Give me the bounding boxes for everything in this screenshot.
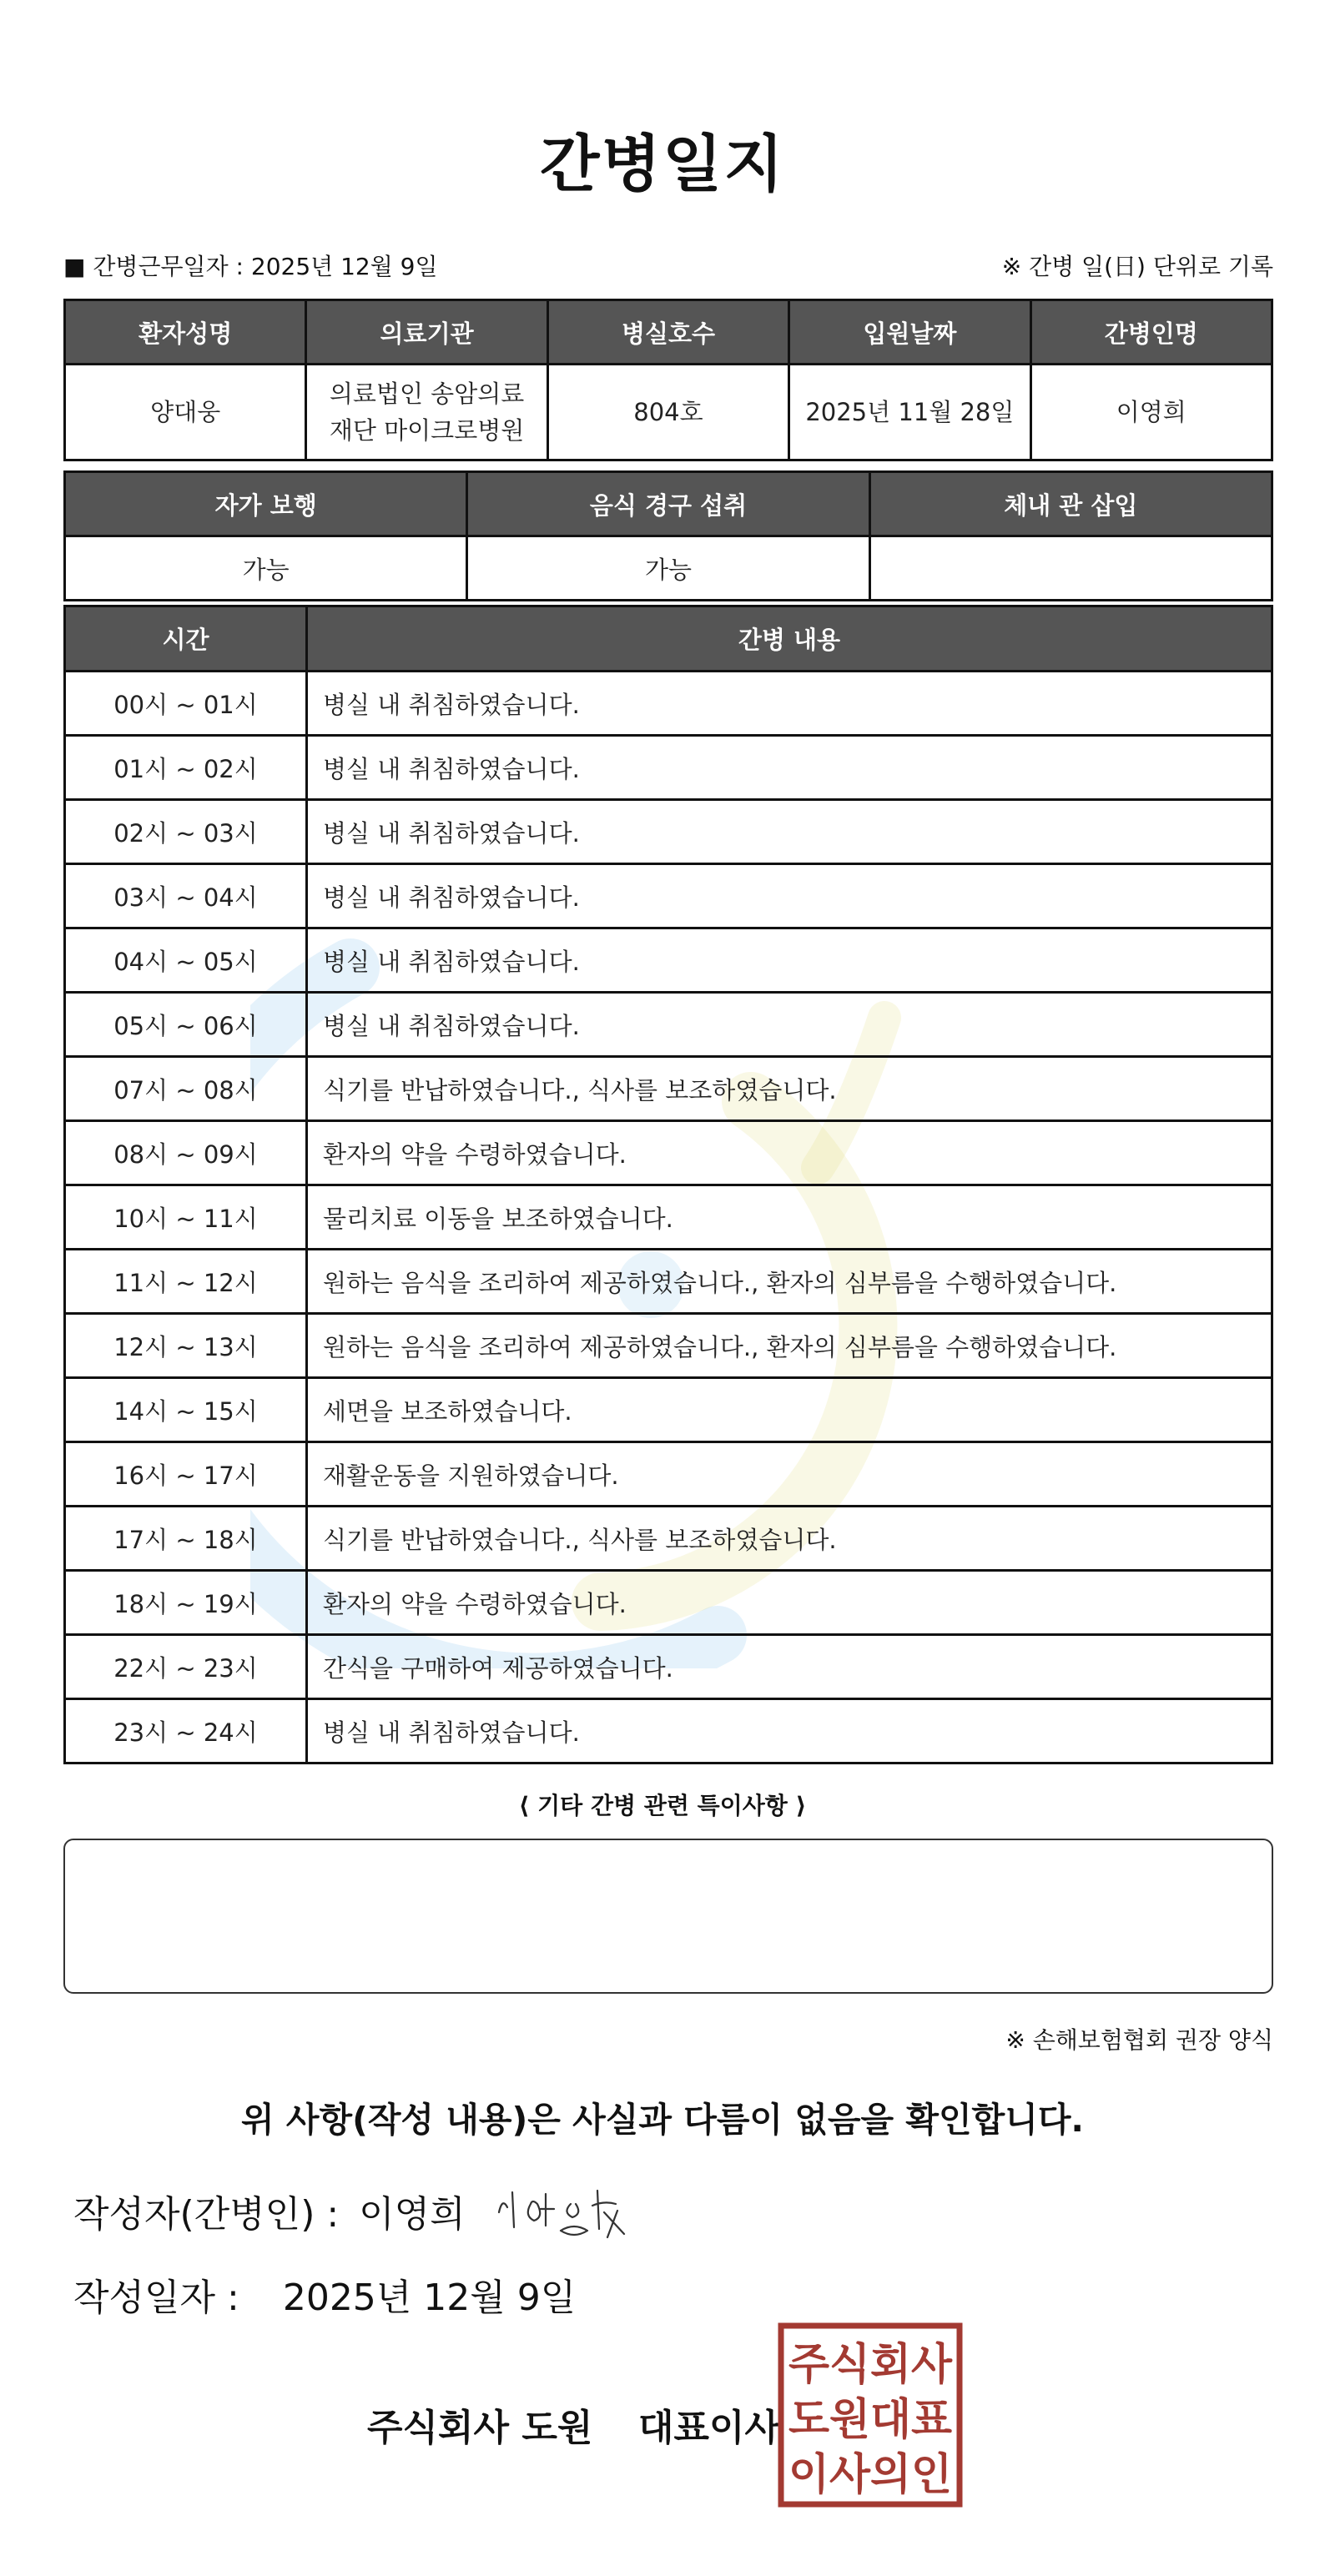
log-content: 병실 내 취침하였습니다.: [307, 800, 1272, 864]
header-caregiver: 간병인명: [1030, 300, 1272, 365]
company-seal-stamp: [776, 2321, 965, 2509]
admission-date: 2025년 11월 28일: [789, 365, 1030, 460]
header-tube: 체내 관 삽입: [869, 472, 1272, 536]
log-time: 14시 ~ 15시: [65, 1378, 307, 1442]
log-content: 환자의 약을 수령하였습니다.: [307, 1121, 1272, 1185]
header-patient-name: 환자성명: [65, 300, 306, 365]
log-row: [65, 1442, 1272, 1507]
work-date-label: ■ 간병근무일자 :: [63, 253, 244, 280]
header-oral-intake: 음식 경구 섭취: [467, 472, 869, 536]
walking-status: 가능: [65, 536, 467, 601]
log-time: 11시 ~ 12시: [65, 1250, 307, 1314]
notes-box: [63, 1839, 1273, 1994]
log-content: 식기를 반납하였습니다., 식사를 보조하였습니다.: [307, 1507, 1272, 1571]
written-date-value: 2025년 12월 9일: [282, 2277, 577, 2319]
log-content: 재활운동을 지원하였습니다.: [307, 1442, 1272, 1507]
company-signature-line: [367, 2397, 780, 2451]
log-time: 03시 ~ 04시: [65, 864, 307, 928]
work-date-value: 2025년 12월 9일: [250, 253, 438, 280]
log-row: [65, 993, 1272, 1057]
log-row: [65, 1635, 1272, 1699]
confirmation-statement: 위 사항(작성 내용)은 사실과 다름이 없음을 확인합니다.: [240, 2100, 1085, 2140]
log-row: [65, 1378, 1272, 1442]
seal-text-line: 도원대표: [788, 2395, 952, 2445]
seal-text-line: 주식회사: [788, 2340, 953, 2390]
log-content: 물리치료 이동을 보조하였습니다.: [307, 1185, 1272, 1250]
log-row: [65, 736, 1272, 800]
hospital-line2: 재단 마이크로병원: [329, 416, 525, 445]
writer-label: 작성자(간병인) :: [73, 2193, 340, 2236]
log-content: 간식을 구매하여 제공하였습니다.: [307, 1635, 1272, 1699]
tube-status: [869, 536, 1272, 601]
log-content: 식기를 반납하였습니다., 식사를 보조하였습니다.: [307, 1057, 1272, 1121]
log-row: [65, 1121, 1272, 1185]
patient-info-table: [63, 299, 1273, 461]
header-hospital: 의료기관: [306, 300, 547, 365]
log-time: 23시 ~ 24시: [65, 1699, 307, 1763]
header-admission-date: 입원날짜: [789, 300, 1030, 365]
oral-intake-status: 가능: [467, 536, 869, 601]
log-row: [65, 1057, 1272, 1121]
log-time: 17시 ~ 18시: [65, 1507, 307, 1571]
patient-name: 양대웅: [65, 365, 306, 460]
log-time: 22시 ~ 23시: [65, 1635, 307, 1699]
room-number: 804호: [547, 365, 788, 460]
log-row: [65, 1314, 1272, 1378]
log-time: 07시 ~ 08시: [65, 1057, 307, 1121]
company-name: 주식회사 도원: [367, 2407, 593, 2449]
notes-title: ⟨ 기타 간병 관련 특이사항 ⟩: [518, 1792, 807, 1819]
header-care-content: 간병 내용: [307, 606, 1272, 672]
work-date: [63, 249, 438, 282]
unit-note: ※ 간병 일(日) 단위로 기록: [1001, 253, 1273, 280]
form-note: ※ 손해보험협회 권장 양식: [1005, 2026, 1273, 2054]
log-row: [65, 864, 1272, 928]
patient-status-table: [63, 470, 1273, 601]
log-content: 환자의 약을 수령하였습니다.: [307, 1571, 1272, 1635]
hospital-line1: 의료법인 송암의료: [329, 380, 525, 408]
log-time: 12시 ~ 13시: [65, 1314, 307, 1378]
log-content: 병실 내 취침하였습니다.: [307, 864, 1272, 928]
log-content: 병실 내 취침하였습니다.: [307, 736, 1272, 800]
log-time: 02시 ~ 03시: [65, 800, 307, 864]
log-row: [65, 800, 1272, 864]
log-row: [65, 1571, 1272, 1635]
page-title: 간병일지: [540, 128, 785, 200]
hospital: [306, 365, 547, 460]
writer-row: [73, 2184, 466, 2237]
header-walking: 자가 보행: [65, 472, 467, 536]
log-content: 원하는 음식을 조리하여 제공하였습니다., 환자의 심부름을 수행하였습니다.: [307, 1314, 1272, 1378]
log-time: 00시 ~ 01시: [65, 672, 307, 736]
log-time: 08시 ~ 09시: [65, 1121, 307, 1185]
writer-name: 이영희: [359, 2193, 466, 2236]
log-content: 세면을 보조하였습니다.: [307, 1378, 1272, 1442]
header-time: 시간: [65, 606, 307, 672]
log-time: 05시 ~ 06시: [65, 993, 307, 1057]
caregiver-name: 이영희: [1030, 365, 1272, 460]
seal-text-line: 이사의인: [788, 2450, 952, 2500]
log-time: 04시 ~ 05시: [65, 928, 307, 993]
log-row: [65, 1699, 1272, 1763]
handwritten-signature: [491, 2179, 641, 2254]
care-log-table: [63, 605, 1273, 1764]
log-content: 병실 내 취침하였습니다.: [307, 993, 1272, 1057]
log-content: 원하는 음식을 조리하여 제공하였습니다., 환자의 심부름을 수행하였습니다.: [307, 1250, 1272, 1314]
log-time: 10시 ~ 11시: [65, 1185, 307, 1250]
written-date-row: [73, 2267, 576, 2321]
log-row: [65, 672, 1272, 736]
log-row: [65, 1185, 1272, 1250]
log-row: [65, 1250, 1272, 1314]
log-content: 병실 내 취침하였습니다.: [307, 928, 1272, 993]
log-time: 01시 ~ 02시: [65, 736, 307, 800]
log-time: 18시 ~ 19시: [65, 1571, 307, 1635]
log-content: 병실 내 취침하였습니다.: [307, 1699, 1272, 1763]
log-time: 16시 ~ 17시: [65, 1442, 307, 1507]
log-row: [65, 928, 1272, 993]
log-content: 병실 내 취침하였습니다.: [307, 672, 1272, 736]
log-row: [65, 1507, 1272, 1571]
header-room: 병실호수: [547, 300, 788, 365]
written-date-label: 작성일자 :: [73, 2277, 239, 2319]
company-role: 대표이사: [638, 2407, 781, 2449]
